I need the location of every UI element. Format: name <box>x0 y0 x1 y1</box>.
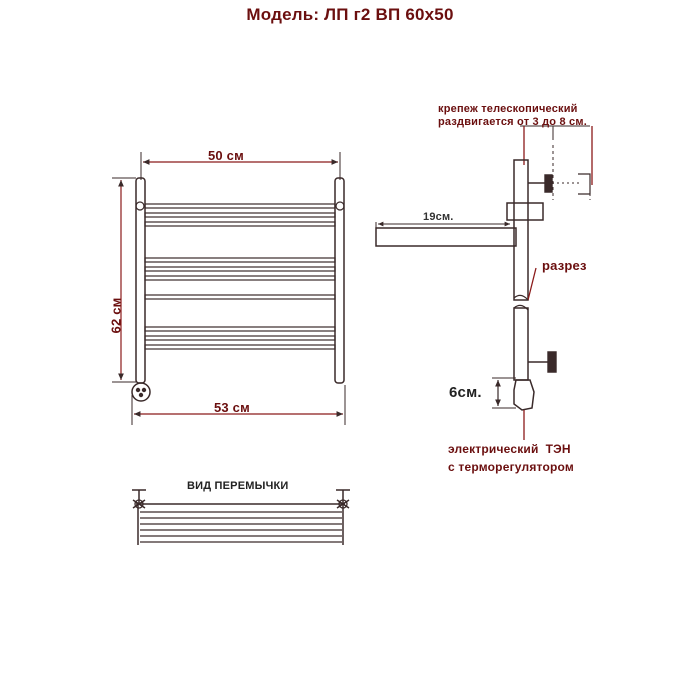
heater-element <box>514 380 534 410</box>
model-title: Модель: ЛП г2 ВП 60х50 <box>246 5 454 24</box>
jumper-view <box>132 490 350 545</box>
heater-note-line2: с терморегулятором <box>448 460 574 474</box>
width-bottom-label: 53 см <box>214 400 250 415</box>
heater-plug <box>132 383 150 401</box>
heater-note-line1: электрический ТЭН <box>448 442 571 456</box>
heater-height-label: 6см. <box>449 384 482 401</box>
mount-note <box>438 103 587 129</box>
jumper-view-label: ВИД ПЕРЕМЫЧКИ <box>187 480 289 492</box>
mount-note-line2: раздвигается от 3 до 8 см. <box>438 116 587 128</box>
width-top-label: 50 см <box>208 148 244 163</box>
mount-note-line1: крепеж телескопический <box>438 103 578 115</box>
heater-note <box>448 440 574 476</box>
front-view <box>112 152 345 425</box>
rails <box>145 204 335 349</box>
shelf-arm <box>376 228 516 246</box>
depth-label: 19см. <box>423 211 454 223</box>
cut-label: разрез <box>542 258 587 273</box>
side-post-lower <box>514 308 528 380</box>
side-view <box>376 126 592 440</box>
height-label: 62 см <box>108 297 124 334</box>
